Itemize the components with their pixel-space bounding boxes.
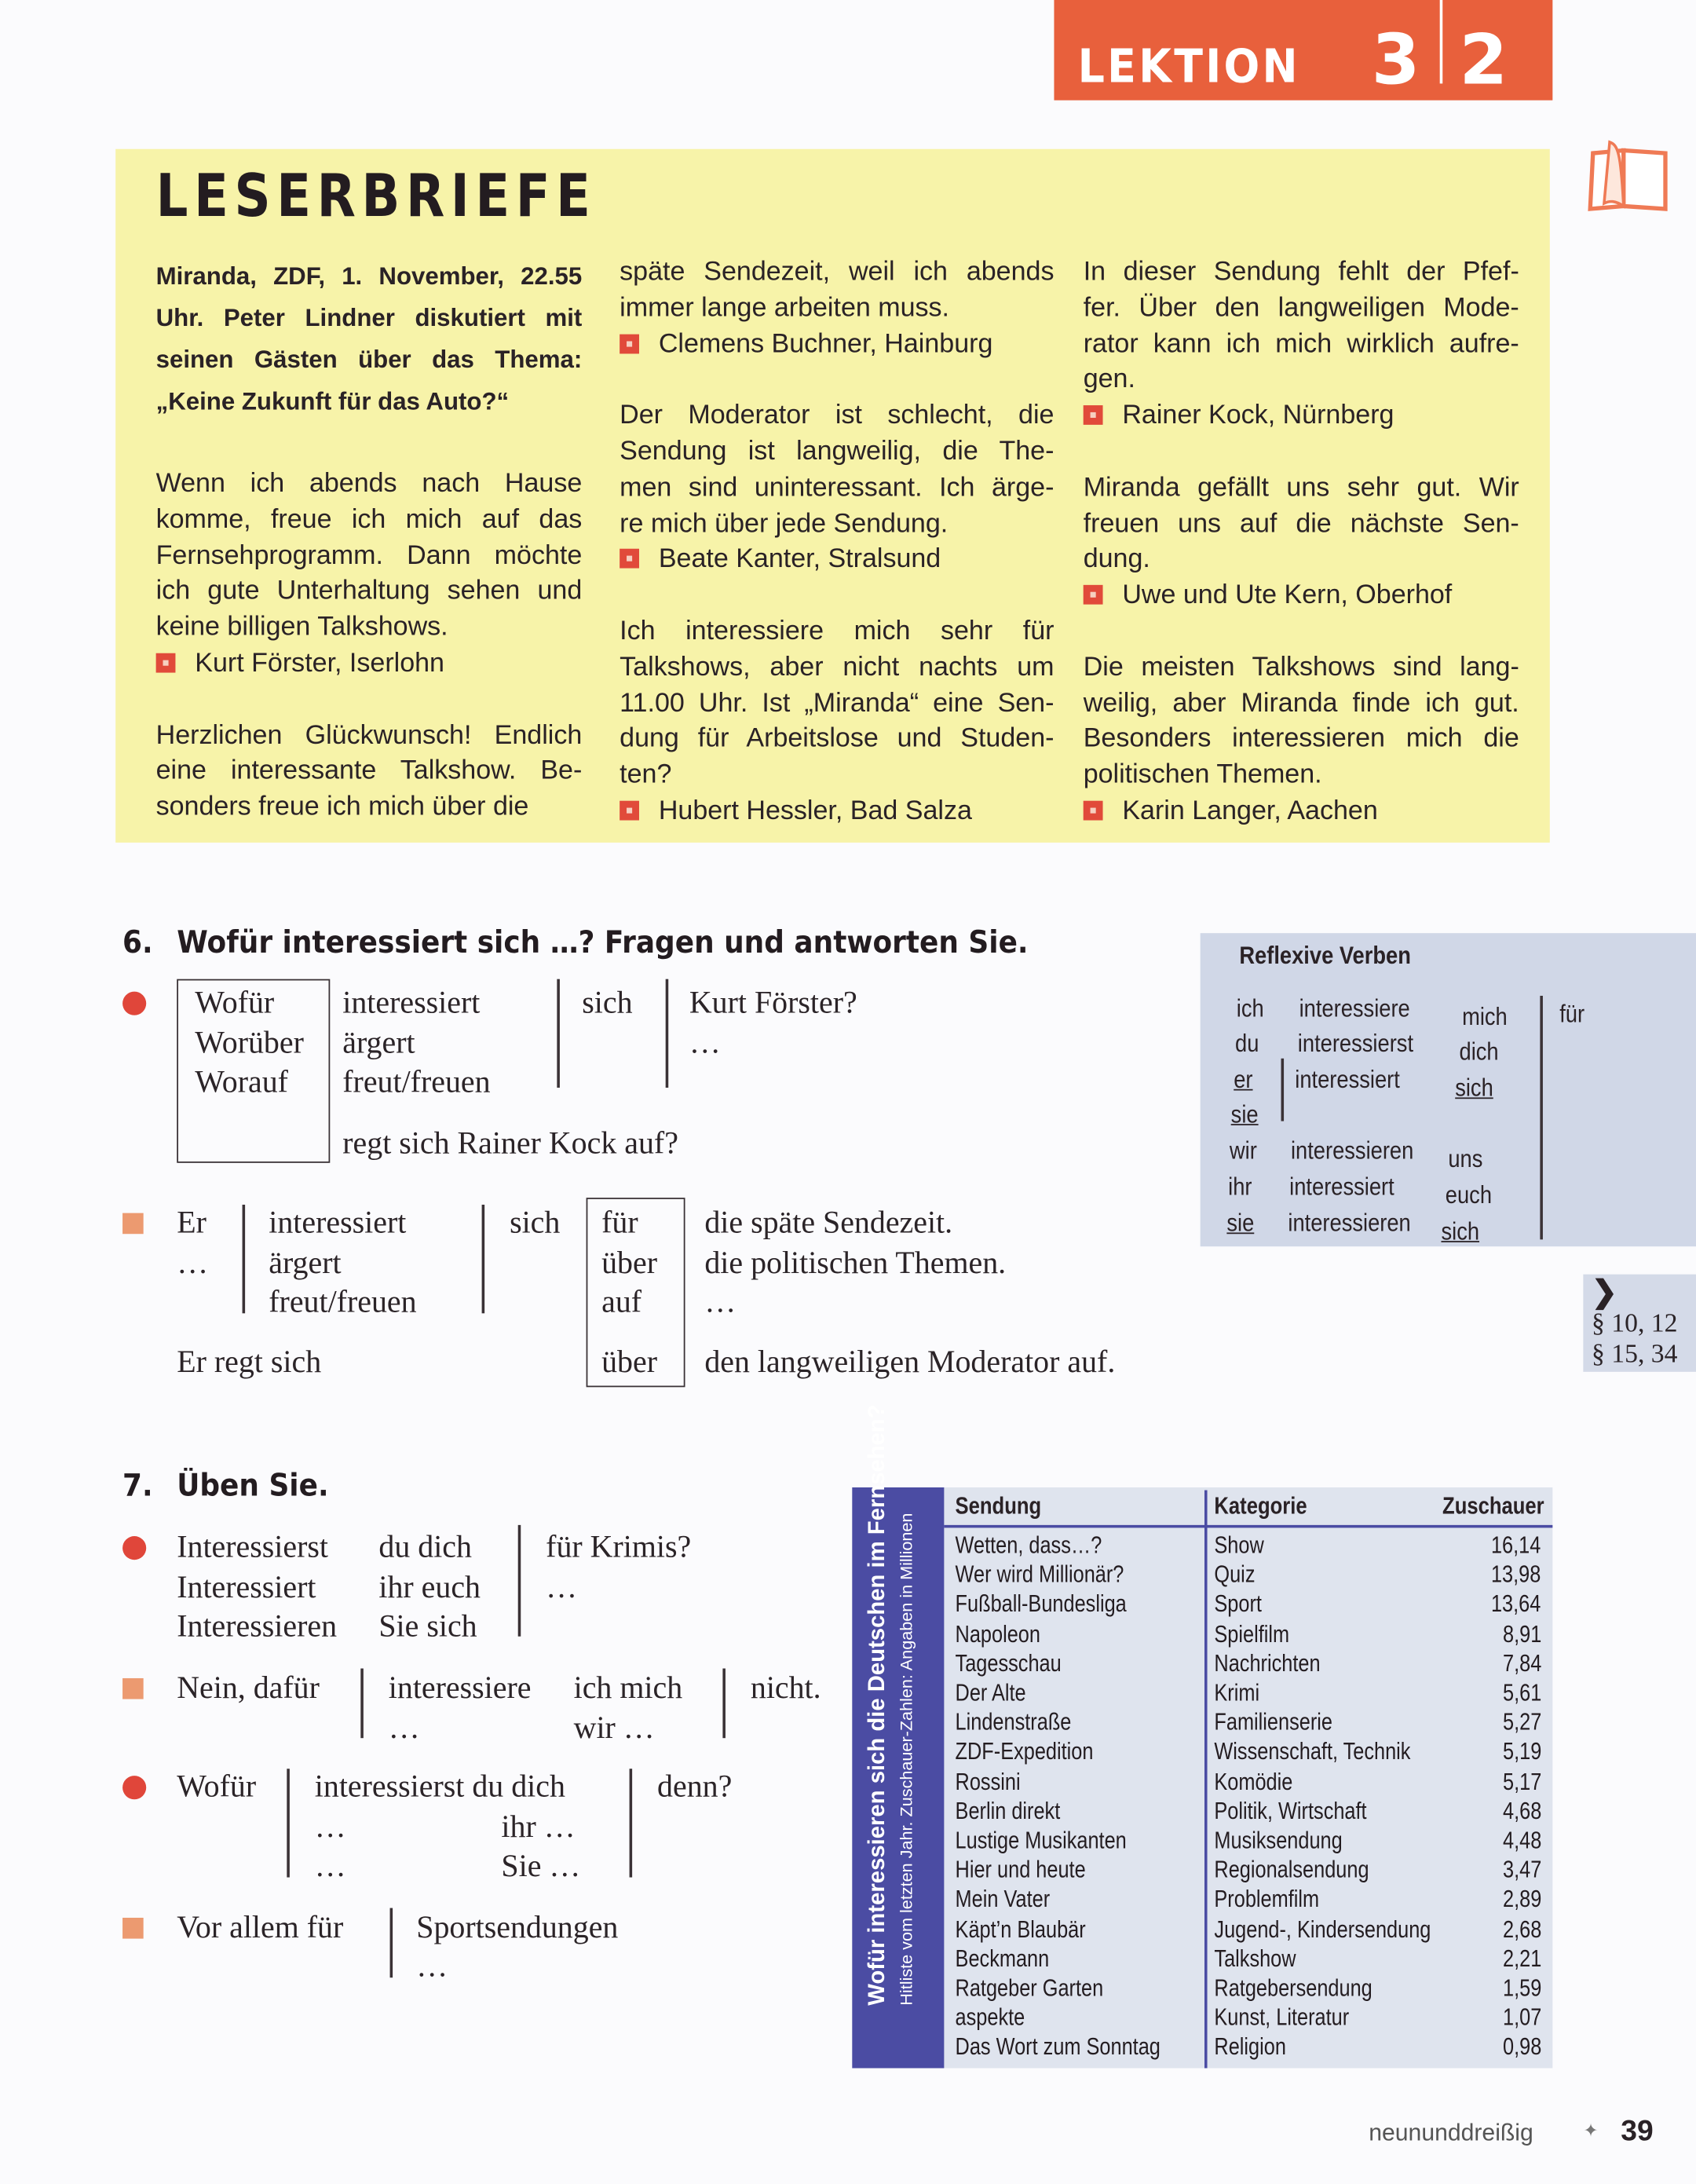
sparkle-icon: ✦ bbox=[1583, 2120, 1599, 2141]
text-line: eine interessante Talkshow. Be- bbox=[155, 756, 583, 786]
cell-kategorie: Politik, Wirtschaft bbox=[1214, 1798, 1367, 1824]
text-line: Ich interessiere mich sehr für bbox=[620, 616, 1055, 646]
cell-sendung: Lustige Musikanten bbox=[955, 1827, 1127, 1854]
signature-name: Kurt Förster, Iserlohn bbox=[195, 649, 444, 679]
square-bullet-icon bbox=[156, 653, 176, 673]
table-row bbox=[852, 1709, 1552, 1738]
verb-form: interessiert bbox=[1289, 1172, 1394, 1201]
book-icon bbox=[1585, 139, 1671, 216]
subject: Er bbox=[177, 1204, 207, 1240]
page-number: 39 bbox=[1621, 2115, 1654, 2148]
table-row bbox=[852, 1591, 1552, 1620]
pronoun: sie bbox=[1231, 1099, 1259, 1129]
text-line: gen. bbox=[1083, 365, 1135, 395]
lesson-section: 2 bbox=[1459, 19, 1508, 101]
ex7-answer-verb: interessiere bbox=[388, 1670, 532, 1705]
cell-kategorie: Spielfilm bbox=[1214, 1620, 1290, 1648]
cell-sendung: Wer wird Millionär? bbox=[955, 1561, 1124, 1589]
divider bbox=[557, 979, 559, 1088]
cell-sendung: aspekte bbox=[955, 2004, 1025, 2031]
table-row bbox=[852, 1561, 1552, 1590]
column-header-kategorie: Kategorie bbox=[1214, 1493, 1307, 1520]
table-row bbox=[852, 1768, 1552, 1797]
ex7-question-more: … bbox=[314, 1809, 346, 1844]
ex6-object bbox=[689, 983, 857, 1063]
divider bbox=[518, 1525, 521, 1637]
lesson-header bbox=[1054, 0, 1552, 101]
text-line: Herzlichen Glückwunsch! Endlich bbox=[155, 720, 583, 751]
verb-form: interessiere bbox=[1299, 994, 1410, 1022]
cell-zuschauer: 3,47 bbox=[1502, 1857, 1542, 1883]
ex6-answer-objects bbox=[704, 1203, 1006, 1323]
ex6-prepositions bbox=[601, 1203, 657, 1323]
answer-bullet-icon bbox=[122, 1213, 144, 1235]
ex7-question-word: Wofür bbox=[177, 1769, 257, 1804]
letter-signature bbox=[1084, 578, 1519, 614]
reflexive-pronoun: sich bbox=[1455, 1074, 1493, 1102]
cell-kategorie: Wissenschaft, Technik bbox=[1214, 1738, 1411, 1765]
signature-name: Uwe und Ute Kern, Oberhof bbox=[1122, 580, 1453, 611]
ex7-answer-reflexive: ich mich bbox=[573, 1670, 683, 1705]
table-row bbox=[852, 1975, 1552, 2004]
lesson-label: LEKTION bbox=[1077, 38, 1300, 93]
letter-text bbox=[620, 255, 1054, 327]
page-number-word: neununddreißig bbox=[1369, 2120, 1533, 2146]
square-bullet-icon bbox=[620, 801, 639, 821]
cell-zuschauer: 4,48 bbox=[1502, 1827, 1542, 1854]
verb: Interessiert bbox=[177, 1569, 316, 1604]
ex7-question-more: … bbox=[314, 1848, 346, 1883]
cell-kategorie: Show bbox=[1214, 1531, 1264, 1559]
ex7-answer-verb-more: … bbox=[388, 1710, 420, 1746]
verb-form: interessierst bbox=[1297, 1029, 1413, 1058]
cell-zuschauer: 5,17 bbox=[1502, 1768, 1542, 1795]
cell-sendung: Napoleon bbox=[955, 1620, 1040, 1648]
cell-kategorie: Jugend-, Kindersendung bbox=[1214, 1915, 1431, 1943]
text-line: Wenn ich abends nach Hause bbox=[155, 469, 583, 499]
ex7-reflexives bbox=[378, 1527, 481, 1648]
cell-kategorie: Regionalsendung bbox=[1214, 1857, 1369, 1883]
text-line: re mich über jede Sendung. bbox=[620, 509, 949, 539]
ex6-alt-question: regt sich Rainer Kock auf? bbox=[342, 1125, 678, 1161]
subject: … bbox=[177, 1244, 209, 1280]
signature-name: Clemens Buchner, Hainburg bbox=[658, 329, 993, 359]
letter-text bbox=[620, 614, 1054, 794]
exercise-7-number: 7. bbox=[122, 1469, 153, 1505]
verb: ärgert bbox=[342, 1024, 415, 1060]
signature-name: Hubert Hessler, Bad Salza bbox=[658, 796, 972, 826]
object: … bbox=[689, 1024, 721, 1060]
table-row bbox=[852, 1621, 1552, 1650]
cell-kategorie: Ratgebersendung bbox=[1214, 1974, 1373, 2002]
reflexive: Sie sich bbox=[378, 1608, 477, 1644]
verb-form: interessieren bbox=[1287, 1209, 1411, 1237]
text-line: dung. bbox=[1083, 545, 1150, 575]
cell-kategorie: Talkshow bbox=[1214, 1945, 1296, 1972]
table-row bbox=[852, 2004, 1552, 2033]
object: die politischen Themen. bbox=[704, 1244, 1007, 1280]
header-rule bbox=[944, 1525, 1552, 1528]
ex7-object bbox=[546, 1527, 691, 1608]
cell-kategorie: Sport bbox=[1214, 1590, 1262, 1618]
verb-form: interessieren bbox=[1291, 1136, 1415, 1165]
letters-intro bbox=[156, 255, 583, 423]
cell-kategorie: Quiz bbox=[1214, 1561, 1256, 1589]
verb: freut/freuen bbox=[269, 1284, 417, 1320]
cell-zuschauer: 1,07 bbox=[1502, 2004, 1542, 2031]
cell-sendung: Mein Vater bbox=[955, 1886, 1051, 1913]
exercise-6-number: 6. bbox=[122, 926, 153, 961]
cell-zuschauer: 4,68 bbox=[1502, 1798, 1542, 1824]
verb: interessiert bbox=[342, 984, 481, 1020]
verb: ärgert bbox=[269, 1244, 342, 1280]
table-row bbox=[852, 1680, 1552, 1709]
square-bullet-icon bbox=[620, 334, 639, 353]
verb-form: interessiert bbox=[1295, 1065, 1401, 1094]
pronoun: wir bbox=[1230, 1136, 1258, 1165]
ex7-answer-reflexive-more: wir … bbox=[573, 1710, 655, 1746]
cell-sendung: Rossini bbox=[955, 1768, 1021, 1795]
ex7-question-ihr: ihr … bbox=[501, 1809, 576, 1844]
text-line: „Keine Zukunft für das Auto?“ bbox=[155, 387, 510, 415]
letter-text bbox=[1084, 650, 1519, 794]
text-line: rator kann ich mich wirklich aufre- bbox=[1083, 329, 1519, 359]
cell-zuschauer: 13,98 bbox=[1491, 1561, 1542, 1589]
divider bbox=[482, 1205, 484, 1313]
cell-kategorie: Familienserie bbox=[1214, 1709, 1332, 1736]
cell-kategorie: Musiksendung bbox=[1214, 1827, 1343, 1854]
text-line: In dieser Sendung fehlt der Pfef- bbox=[1083, 258, 1519, 287]
divider bbox=[1440, 0, 1443, 83]
letter-text bbox=[1084, 255, 1519, 399]
ex7-final-object: Sportsendungen bbox=[416, 1909, 619, 1944]
ex6-alt-subject: Er regt sich bbox=[177, 1344, 322, 1379]
cell-sendung: Käpt’n Blaubär bbox=[955, 1915, 1086, 1943]
cell-sendung: Fußball-Bundesliga bbox=[955, 1590, 1127, 1618]
cell-zuschauer: 1,59 bbox=[1502, 1974, 1542, 2002]
object: … bbox=[546, 1569, 578, 1604]
chevron-right-icon: ❯ bbox=[1591, 1274, 1617, 1309]
text-line: Miranda, ZDF, 1. November, 22.55 bbox=[155, 262, 583, 290]
signature-name: Karin Langer, Aachen bbox=[1122, 796, 1378, 826]
divider bbox=[722, 1669, 725, 1739]
table-row bbox=[852, 1532, 1552, 1561]
reflexive-pronoun: sich bbox=[1441, 1216, 1480, 1246]
cell-sendung: Wetten, dass…? bbox=[955, 1531, 1102, 1559]
table-row bbox=[852, 1650, 1552, 1679]
cell-sendung: ZDF-Expedition bbox=[955, 1738, 1094, 1765]
answer-bullet-icon bbox=[122, 1918, 144, 1939]
pronoun: er bbox=[1233, 1065, 1252, 1094]
q-word: Wofür bbox=[195, 984, 275, 1020]
tv-ratings-table bbox=[852, 1404, 1552, 2069]
ex6-question-words bbox=[195, 983, 304, 1103]
ex7-question-sie: Sie … bbox=[501, 1848, 581, 1883]
cell-zuschauer: 2,68 bbox=[1502, 1915, 1542, 1943]
question-bullet-icon bbox=[122, 1536, 146, 1560]
cell-zuschauer: 0,98 bbox=[1502, 2033, 1542, 2061]
letter-text bbox=[620, 399, 1054, 543]
text-line: keine billigen Talkshows. bbox=[155, 613, 448, 642]
verb: interessiert bbox=[269, 1204, 407, 1240]
text-line: komme, freue ich mich auf das bbox=[155, 505, 583, 535]
letters-title: LESERBRIEFE bbox=[155, 161, 597, 230]
verb: Interessieren bbox=[177, 1608, 338, 1644]
ex7-final-more: … bbox=[416, 1948, 448, 1984]
lesson-chapter: 3 bbox=[1371, 19, 1420, 101]
table-row bbox=[852, 1915, 1552, 1944]
table-row bbox=[852, 2034, 1552, 2063]
object: für Krimis? bbox=[546, 1529, 692, 1564]
object: … bbox=[704, 1284, 737, 1320]
reflexive-pronoun: euch bbox=[1444, 1180, 1492, 1209]
letter-signature bbox=[620, 543, 1054, 579]
cell-kategorie: Problemfilm bbox=[1214, 1886, 1320, 1913]
cell-kategorie: Religion bbox=[1214, 2033, 1286, 2061]
text-line: Besonders interessieren mich die bbox=[1083, 724, 1519, 755]
divider bbox=[287, 1769, 289, 1877]
ex6-verbs bbox=[342, 983, 490, 1103]
text-line: sonders freue ich mich über die bbox=[155, 792, 529, 822]
cell-kategorie: Krimi bbox=[1214, 1679, 1260, 1707]
letter-signature bbox=[1084, 794, 1519, 830]
pronoun: sie bbox=[1226, 1209, 1254, 1237]
q-word: Worüber bbox=[195, 1024, 304, 1060]
cell-sendung: Beckmann bbox=[955, 1945, 1050, 1972]
table-row bbox=[852, 1857, 1552, 1886]
divider bbox=[1540, 996, 1542, 1239]
letters-column-1 bbox=[156, 255, 583, 826]
cell-zuschauer: 2,21 bbox=[1502, 1945, 1542, 1972]
ex6-sich: sich bbox=[582, 984, 633, 1020]
text-line: Die meisten Talkshows sind lang- bbox=[1083, 653, 1519, 682]
exercise-7-title: Üben Sie. bbox=[177, 1469, 329, 1505]
cell-sendung: Berlin direkt bbox=[955, 1798, 1061, 1824]
text-line: Talkshows, aber nicht nachts um bbox=[620, 653, 1055, 682]
text-line: weilig, aber Miranda finde ich gut. bbox=[1083, 689, 1519, 719]
cell-kategorie: Nachrichten bbox=[1214, 1650, 1321, 1677]
cell-zuschauer: 16,14 bbox=[1491, 1531, 1542, 1559]
reflexive-title: Reflexive Verben bbox=[1239, 941, 1411, 970]
letter-text bbox=[156, 466, 583, 646]
cell-zuschauer: 7,84 bbox=[1502, 1650, 1542, 1677]
table-row bbox=[852, 1739, 1552, 1768]
question-bullet-icon bbox=[122, 1776, 146, 1799]
object: die späte Sendezeit. bbox=[704, 1204, 953, 1240]
cell-sendung: Der Alte bbox=[955, 1679, 1026, 1707]
text-line: Sendung ist langweilig, die The- bbox=[620, 437, 1055, 467]
text-line: 11.00 Uhr. Ist „Miranda“ eine Sen- bbox=[620, 689, 1055, 719]
ex7-final-start: Vor allem für bbox=[177, 1909, 344, 1944]
letter-text bbox=[156, 718, 583, 825]
preposition: auf bbox=[601, 1284, 642, 1320]
divider bbox=[390, 1908, 393, 1978]
cell-zuschauer: 8,91 bbox=[1502, 1620, 1542, 1648]
table-row bbox=[852, 1827, 1552, 1857]
reflexive: ihr euch bbox=[378, 1569, 481, 1604]
reflexive-pronoun: dich bbox=[1458, 1037, 1498, 1066]
exercise-6-title: Wofür interessiert sich …? Fragen und antworten Sie. bbox=[177, 926, 1029, 961]
table-row bbox=[852, 1886, 1552, 1915]
text-line: ich gute Unterhaltung sehen und bbox=[155, 576, 583, 607]
reference: § 15, 34 bbox=[1591, 1340, 1678, 1370]
question-bullet-icon bbox=[122, 992, 146, 1015]
table-row bbox=[852, 1798, 1552, 1827]
reflexive-preposition: für bbox=[1559, 1000, 1585, 1028]
text-line: Miranda gefällt uns sehr gut. Wir bbox=[1083, 473, 1519, 503]
text-line: fer. Über den langweiligen Mode- bbox=[1083, 293, 1519, 324]
ex6-answer-sich: sich bbox=[510, 1204, 561, 1240]
ex6-subject bbox=[177, 1203, 208, 1283]
letters-column-2 bbox=[620, 255, 1054, 830]
preposition: über bbox=[601, 1244, 658, 1280]
cell-sendung: Ratgeber Garten bbox=[955, 1974, 1104, 2002]
text-line: immer lange arbeiten muss. bbox=[620, 293, 950, 324]
pronoun: ich bbox=[1236, 994, 1264, 1022]
divider bbox=[666, 979, 668, 1088]
letter-signature bbox=[620, 794, 1054, 830]
ex7-answer-start: Nein, dafür bbox=[177, 1670, 320, 1705]
cell-kategorie: Kunst, Literatur bbox=[1214, 2004, 1350, 2031]
cell-sendung: Das Wort zum Sonntag bbox=[955, 2033, 1161, 2061]
divider bbox=[1281, 1059, 1284, 1121]
square-bullet-icon bbox=[1084, 801, 1103, 821]
divider bbox=[243, 1205, 245, 1313]
square-bullet-icon bbox=[1084, 405, 1103, 425]
divider bbox=[360, 1669, 363, 1739]
text-line: ten? bbox=[620, 760, 672, 790]
reference: § 10, 12 bbox=[1591, 1308, 1678, 1339]
cell-kategorie: Komödie bbox=[1214, 1768, 1293, 1795]
letter-text bbox=[1084, 470, 1519, 578]
cell-zuschauer: 2,89 bbox=[1502, 1886, 1542, 1913]
ex6-answer-verbs bbox=[269, 1203, 416, 1323]
text-line: freuen uns auf die nächste Sen- bbox=[1083, 509, 1519, 539]
ex7-question-verb: interessierst du dich bbox=[314, 1769, 565, 1804]
text-line: Uhr. Peter Lindner diskutiert mit bbox=[155, 303, 583, 332]
text-line: politischen Themen. bbox=[1083, 760, 1322, 790]
reflexive-verbs-box bbox=[1201, 933, 1696, 1246]
answer-bullet-icon bbox=[122, 1678, 144, 1699]
signature-name: Beate Kanter, Stralsund bbox=[658, 545, 941, 575]
table-row bbox=[852, 1945, 1552, 1974]
ex7-answer-end: nicht. bbox=[750, 1670, 821, 1705]
side-title: Wofür interessieren sich die Deutschen im Fernsehen? bbox=[864, 1404, 890, 2006]
reflexive-pronoun: mich bbox=[1462, 1002, 1508, 1031]
divider bbox=[630, 1769, 632, 1877]
grammar-reference bbox=[1583, 1275, 1696, 1372]
cell-zuschauer: 5,19 bbox=[1502, 1738, 1542, 1765]
text-line: men sind uninteressant. Ich ärge- bbox=[620, 473, 1055, 503]
verb: Interessierst bbox=[177, 1529, 329, 1564]
cell-zuschauer: 5,61 bbox=[1502, 1679, 1542, 1707]
text-line: Fernsehprogramm. Dann möchte bbox=[155, 541, 583, 571]
column-header-sendung: Sendung bbox=[955, 1493, 1042, 1520]
letter-signature bbox=[1084, 399, 1519, 435]
object: Kurt Förster? bbox=[689, 984, 857, 1020]
square-bullet-icon bbox=[1084, 585, 1103, 605]
signature-name: Rainer Kock, Nürnberg bbox=[1122, 401, 1394, 431]
letters-column-3 bbox=[1084, 255, 1519, 830]
cell-sendung: Hier und heute bbox=[955, 1857, 1086, 1883]
cell-sendung: Lindenstraße bbox=[955, 1709, 1072, 1736]
reflexive: du dich bbox=[378, 1529, 472, 1564]
letter-signature bbox=[156, 646, 583, 682]
ex7-question-end: denn? bbox=[657, 1769, 733, 1804]
ex7-verbs bbox=[177, 1527, 337, 1648]
side-subtitle: Hitliste vom letzten Jahr. Zuschauer-Zahlen: Angaben in Millionen bbox=[897, 1513, 916, 2006]
q-word: Worauf bbox=[195, 1064, 288, 1099]
cell-zuschauer: 5,27 bbox=[1502, 1709, 1542, 1736]
letter-signature bbox=[620, 327, 1054, 363]
text-line: seinen Gästen über das Thema: bbox=[155, 345, 583, 374]
pronoun: du bbox=[1234, 1029, 1259, 1058]
cell-sendung: Tagesschau bbox=[955, 1650, 1062, 1677]
column-header-zuschauer: Zuschauer bbox=[1442, 1493, 1544, 1520]
ex6-alt-preposition: über bbox=[601, 1344, 658, 1379]
text-line: Der Moderator ist schlecht, die bbox=[620, 401, 1055, 431]
preposition: für bbox=[601, 1204, 638, 1240]
reflexive-pronoun: uns bbox=[1448, 1144, 1483, 1173]
cell-zuschauer: 13,64 bbox=[1491, 1590, 1542, 1618]
ex6-alt-object: den langweiligen Moderator auf. bbox=[704, 1344, 1116, 1379]
text-line: dung für Arbeitslose und Studen- bbox=[620, 724, 1055, 755]
square-bullet-icon bbox=[620, 549, 639, 569]
pronoun: ihr bbox=[1228, 1172, 1252, 1201]
text-line: späte Sendezeit, weil ich abends bbox=[620, 258, 1055, 287]
verb: freut/freuen bbox=[342, 1064, 491, 1099]
